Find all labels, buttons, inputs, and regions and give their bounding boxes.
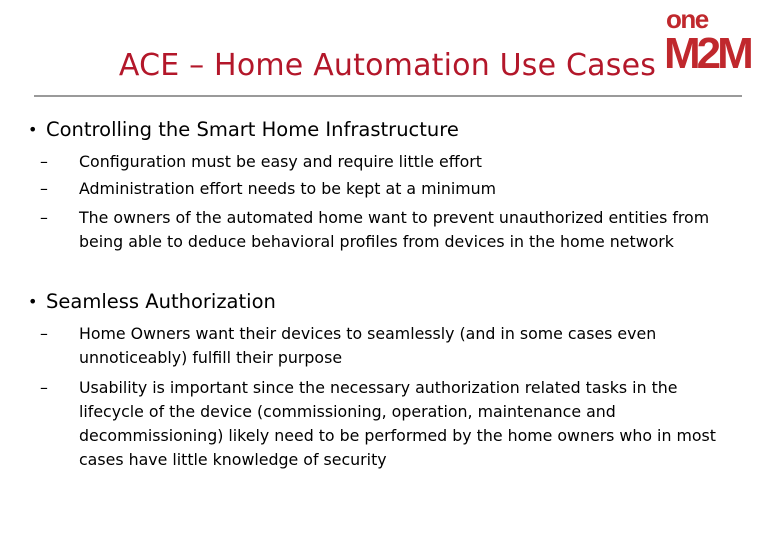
logo-text-m2m: M2M (664, 29, 750, 74)
dash-marker: – (40, 152, 48, 171)
title-divider (34, 95, 742, 97)
bullet-marker: • (28, 120, 38, 139)
sub-bullet-2-1-text: Home Owners want their devices to seamlessly (and in some cases even unnoticeably) fulfill their purpose (79, 324, 657, 367)
dash-marker: – (40, 208, 48, 227)
sub-bullet-1-3 (40, 206, 744, 254)
logo-text-one: one (666, 6, 708, 34)
bullet-1 (28, 119, 459, 141)
slide-title: ACE – Home Automation Use Cases (118, 48, 657, 83)
sub-bullet-1-1 (40, 150, 744, 174)
bullet-2-text: Seamless Authorization (46, 290, 276, 313)
sub-bullet-2-2 (40, 376, 744, 472)
dash-marker: – (40, 324, 48, 343)
sub-bullet-1-2-text: Administration effort needs to be kept at a minimum (79, 179, 497, 198)
sub-bullet-1-2 (40, 177, 744, 201)
bullet-2 (28, 291, 276, 313)
sub-bullet-2-1 (40, 322, 744, 370)
bullet-1-text: Controlling the Smart Home Infrastructure (46, 118, 459, 141)
dash-marker: – (40, 179, 48, 198)
onem2m-logo (662, 6, 772, 74)
dash-marker: – (40, 378, 48, 397)
sub-bullet-1-1-text: Configuration must be easy and require little effort (79, 152, 482, 171)
bullet-marker: • (28, 292, 38, 311)
sub-bullet-1-3-text: The owners of the automated home want to prevent unauthorized entities from being able to deduce behavioral profiles from devices in the home network (79, 208, 710, 251)
sub-bullet-2-2-text: Usability is important since the necessary authorization related tasks in the lifecycle of the device (commissioning, operation, maintenance and decommissioning) likely need to be performed by the home owners who in most cases have little knowledge of security (79, 378, 716, 469)
